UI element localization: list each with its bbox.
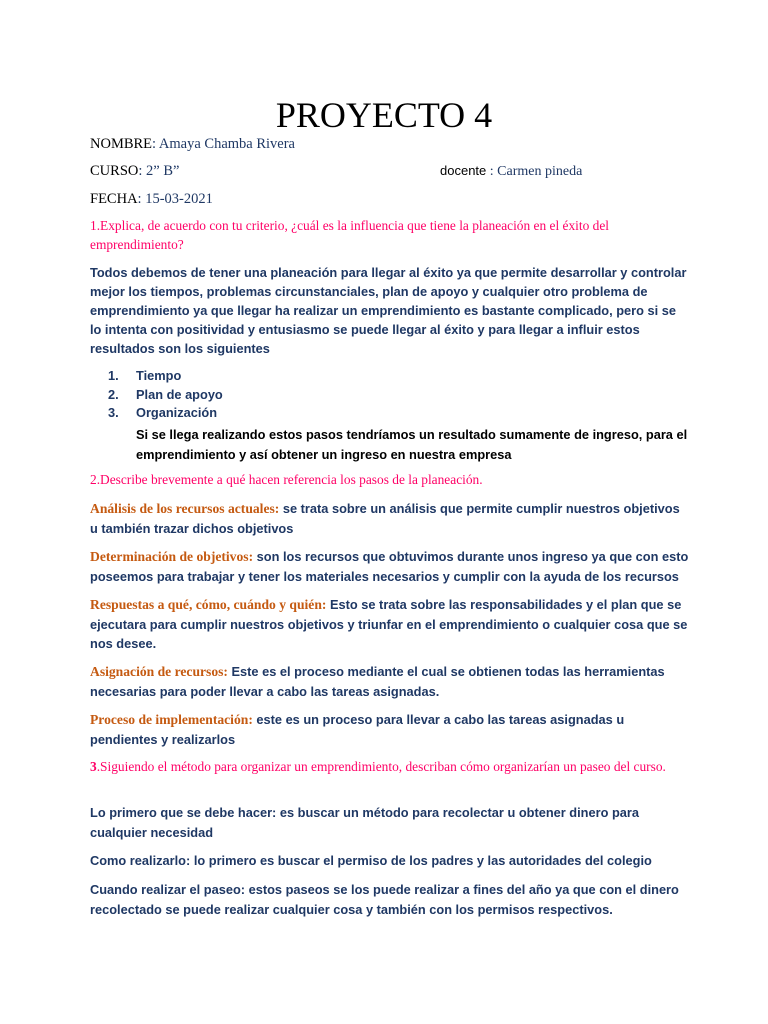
curso-line — [90, 161, 179, 181]
question-1: 1.Explica, de acuerdo con tu criterio, ¿cuál es la influencia que tiene la planeación en el éxito del emprendimiento? — [90, 218, 610, 252]
docente-label: docente — [440, 163, 487, 178]
factors-list — [108, 367, 223, 423]
step-text: son los recursos que obtuvimos durante unos ingreso ya que con esto poseemos para trabajar y tener los materiales necesarios y cumplir con la ayuda de los recursos — [90, 549, 689, 584]
list-item: 3. Organización — [108, 405, 218, 420]
question-3-number: 3 — [90, 759, 97, 774]
answer-3-step: Cuando realizar el paseo: estos paseos se los puede realizar a fines del año ya que con el dinero recolectado se puede realizar cualquier cosa y también con los permisos respectivos. — [90, 882, 679, 917]
step-term: Análisis de los recursos actuales: — [90, 501, 280, 516]
step-term: Proceso de implementación: — [90, 712, 253, 727]
step-paragraph — [90, 662, 690, 701]
question-3 — [90, 758, 690, 777]
answer-1-conclusion: Si se llega realizando estos pasos tendríamos un resultado sumamente de ingreso, para el emprendimiento y así obtener un ingreso en nuestra empresa — [136, 427, 688, 462]
step-text: se trata sobre un análisis que permite cumplir nuestros objetivos u también trazar dichos objetivos — [90, 501, 680, 536]
page-title: PROYECTO 4 — [275, 95, 493, 135]
answer-1: Todos debemos de tener una planeación para llegar al éxito ya que permite desarrollar y controlar mejor los tiempos, problemas circunstanciales, plan de apoyo y cualquier otro problema de emprendimiento ya que llegar ha realizar un emprendimiento es bastante complicado, pero si se lo intenta con positividad y entusiasmo se puede llegar al éxito y para llegar a influir estos resultados son los siguientes — [90, 265, 687, 356]
docente-line — [440, 161, 582, 182]
answer-3-step: Como realizarlo: lo primero es buscar el permiso de los padres y las autoridades del colegio — [90, 853, 652, 868]
step-term: Respuestas a qué, cómo, cuándo y quién: — [90, 597, 327, 612]
step-text: este es un proceso para llevar a cabo las tareas asignadas u pendientes y realizarlos — [90, 712, 625, 747]
nombre-line — [90, 134, 295, 154]
step-text: Este es el proceso mediante el cual se obtienen todas las herramientas necesarias para poder llevar a cabo las tareas asignadas. — [90, 664, 665, 699]
step-term: Asignación de recursos: — [90, 664, 228, 679]
list-item: 2. Plan de apoyo — [108, 386, 223, 402]
question-2: 2.Describe brevemente a qué hacen referencia los pasos de la planeación. — [90, 472, 483, 487]
step-paragraph — [90, 710, 690, 749]
curso-value: : 2” B” — [138, 163, 180, 179]
fecha-value: : 15-03-2021 — [137, 191, 213, 207]
step-paragraph — [90, 499, 690, 538]
question-3-text: .Siguiendo el método para organizar un emprendimiento, describan cómo organizarían un paseo del curso. — [96, 759, 666, 774]
step-paragraph — [90, 595, 690, 654]
fecha-label: FECHA — [90, 191, 138, 207]
list-item: 1. Tiempo — [108, 368, 182, 383]
curso-label: CURSO — [90, 163, 139, 179]
docente-value: : Carmen pineda — [486, 164, 583, 179]
step-paragraph — [90, 547, 690, 586]
fecha-line — [90, 189, 213, 209]
nombre-value: : Amaya Chamba Rivera — [152, 136, 295, 152]
answer-3-step: Lo primero que se debe hacer: es buscar un método para recolectar u obtener dinero para cualquier necesidad — [90, 805, 639, 840]
step-text: Esto se trata sobre las responsabilidades y el plan que se ejecutara para cumplir nuestros objetivos y triunfar en el emprendimiento o cualquier cosa que se nos desee. — [90, 597, 688, 651]
step-term: Determinación de objetivos: — [90, 549, 254, 564]
nombre-label: NOMBRE — [90, 136, 153, 152]
